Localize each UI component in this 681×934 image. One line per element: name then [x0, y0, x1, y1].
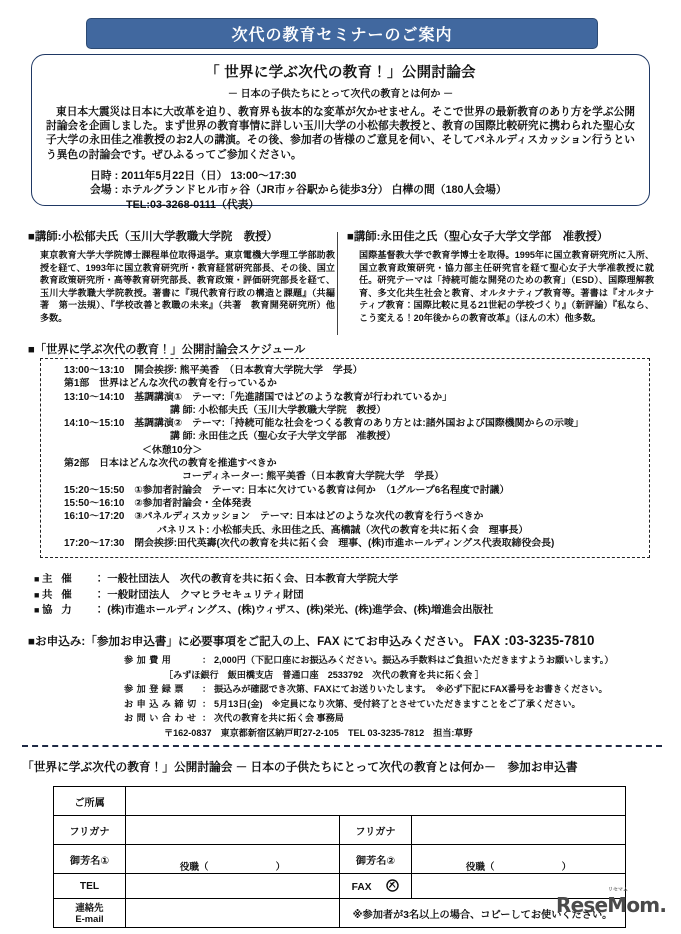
application-row-5: [124, 711, 658, 726]
furigana1-label: フリガナ: [54, 816, 126, 845]
organizer-label-1: 主 催: [41, 574, 75, 585]
organizer-row-3: [34, 603, 654, 619]
name1-label: 御芳名①: [54, 845, 126, 874]
seal-stamp-icon: [386, 879, 399, 892]
furigana2-field[interactable]: [412, 816, 626, 845]
table-row: [54, 787, 626, 816]
lecturer-divider: [337, 232, 338, 335]
schedule-line-11: 15:50～16:10 ②参加者討論会・全体発表: [64, 497, 252, 509]
copy-note: ※参加者が3名以上の場合、コピーしてお使いください。: [340, 899, 626, 928]
lecturer-2-bio: 国際基督教大学で教育学博士を取得。1995年に国立教育研究所に入所、国立教育政策研究・協力部主任研究官を経て聖心女子大学准教授に就任。研究テーマは「持続可能な開発のための教育」（ESD）、国際理解教育、多文化共生社会と教育、オルタナティブ教育等。著書は『オルタナティブ教育：国際比較に見る21世紀の学校づくり』（新評論）『私なら、こう変える！20年後からの教育改革』（ほんの木）他多数。: [359, 250, 654, 323]
role2-label: 役職（ ）: [465, 862, 572, 873]
table-row: [54, 816, 626, 845]
email-label-line1: 連絡先: [75, 902, 104, 913]
schedule-line-2: 第1部 世界はどんな次代の教育を行っているか: [64, 378, 277, 390]
schedule-line-5: 14:10～15:10 基調講演② テーマ:「持続可能な社会をつくる教育のあり方とは:諸外国および国際機関からの示唆」: [64, 418, 584, 430]
email-field[interactable]: [126, 899, 340, 928]
application-row-1: [124, 653, 658, 668]
lecturer-card-1: [28, 228, 335, 325]
tel-label: TEL: [54, 874, 126, 899]
watermark-text: ReseMom.: [556, 893, 667, 917]
lecturer-2-heading: ■講師:永田佳之氏（聖心女子大学文学部 准教授）: [347, 231, 609, 243]
application-section: [28, 633, 658, 741]
watermark-ruby: リセマム: [608, 887, 628, 893]
schedule-line-9: コーディネーター: 熊平美香（日本教育大学院大学 学長）: [182, 471, 444, 483]
tel-field[interactable]: [126, 874, 340, 899]
email-label-line2: E-mail: [75, 913, 104, 924]
schedule-line-6: 講 師: 永田佳之氏（聖心女子大学文学部 准教授）: [170, 431, 397, 443]
application-fax-label: FAX :: [473, 633, 509, 648]
schedule-line-10: 15:20～15:50 ①参加者討論会 テーマ: 日本に欠けている教育は何か （1グループ6名程度で討議）: [64, 484, 510, 496]
application-fax-number: 03-3235-7810: [508, 633, 595, 648]
application-row-key-1: 参加費用: [124, 655, 175, 665]
application-row-key-3: 参加登録票: [124, 684, 187, 695]
application-details: [124, 653, 658, 741]
organizer-value-2: ： 一般財団法人 クマヒラセキュリティ財団: [93, 589, 304, 601]
affiliation-label: ご所属: [54, 787, 126, 816]
banner-title: 次代の教育セミナーのご案内: [231, 27, 453, 44]
application-row-value-2: ［みずほ銀行 飯田橋支店 普通口座 2533792 次代の教育を共に拓く会 ］: [164, 669, 484, 680]
application-row-key-4: お申込み締切: [124, 698, 200, 709]
schedule-line-14: 17:20～17:30 閉会挨拶:田代英壽(次代の教育を共に拓く会 理事、(株)市進ホールディングス代表取締役会長): [64, 537, 555, 549]
application-row-colon-5: ：: [202, 713, 212, 724]
name2-field[interactable]: [412, 845, 626, 874]
application-row-value-3: 振込みが確認でき次第、FAXにてお送りいたします。 ※必ず下記にFAX番号をお書きください。: [214, 684, 608, 695]
lecturer-1-bio: 東京教育大学大学院博士課程単位取得退学。東京電機大学理工学部助教授を経て、1993年に国立教育研究所・教育経営研究部長、その後、国立教育政策研究所・高等教育研究部長、教育政策・評価研究部長を経て、玉川大学教職大学院教授。著書に『現代教育行政の構造と課題』（共編著 第一法規）、『学校改善と教職の未来』（共著 教育開発研究所）他多数。: [40, 250, 335, 323]
application-row-value-5: 次代の教育を共に拓く会 事務局: [214, 713, 344, 724]
application-row-colon-3: ：: [202, 684, 212, 695]
event-title: 「 世界に学ぶ次代の教育！」公開討論会: [205, 65, 476, 81]
application-row-value-6: 〒162-0837 東京都新宿区納戸町27-2-105 TEL 03-3235-7812 担当:草野: [164, 727, 473, 738]
organizer-label-3: 協 力: [41, 605, 75, 617]
application-row-6: [124, 726, 658, 741]
application-row-2: [124, 668, 658, 683]
organizer-row-1: [34, 572, 654, 588]
organizer-value-3: ： (株)市進ホールディングス、(株)ウィザス、(株)栄光、(株)進学会、(株)増進会出版社: [93, 605, 494, 617]
affiliation-field[interactable]: [126, 787, 626, 816]
bullet-square-icon: ■: [34, 574, 42, 584]
fax-label-text: FAX: [351, 882, 372, 893]
table-row: [54, 845, 626, 874]
schedule-line-3: 13:10～14:10 基調講演① テーマ:「先進諸国ではどのような教育が行われているか」: [64, 391, 453, 403]
schedule-box: [40, 358, 650, 558]
application-row-value-4: 5月13日(金) ※定員になり次第、受付終了とさせていただきますことをご了承ください。: [214, 698, 581, 709]
fax-label: [340, 874, 412, 899]
bullet-square-icon: ■: [34, 589, 42, 600]
event-subtitle: － 日本の子供たちにとって次代の教育とは何か －: [227, 89, 454, 100]
event-datetime: 日時 : 2011年5月22日（日） 13:00～17:30: [90, 169, 297, 182]
name1-field[interactable]: [126, 845, 340, 874]
event-venue-tel: TEL:03-3268-0111（代表）: [126, 198, 260, 211]
application-headline-text: ■お申込み:「参加お申込書」に必要事項をご記入の上、FAX にてお申込みください。: [28, 635, 471, 648]
organizer-label-2: 共 催: [41, 589, 75, 601]
organizer-value-1: ： 一般社団法人 次代の教育を共に拓く会、日本教育大学院大学: [93, 574, 399, 585]
intro-paragraph: 東日本大震災は日本に大改革を迫り、教育界も抜本的な変革が欠かせません。そこで世界の最新教育のあり方を学ぶ公開討論会を企画しました。まず世界の教育事情に詳しい玉川大学の小松郁夫教授と、教育の国際比較研究に携わられた聖心女子大学の永田佳之准教授のお2人の講演。その後、参加者の皆様のご意見を伺い、そしてパネルディスカッション行うという異色の討論会です。ぜひふるってご参加ください。: [46, 106, 635, 161]
lecturer-section: [28, 228, 654, 325]
role1-label: 役職（ ）: [179, 862, 286, 873]
application-form-table: [53, 786, 626, 928]
furigana1-field[interactable]: [126, 816, 340, 845]
application-row-4: [124, 697, 658, 712]
lecturer-1-heading: ■講師:小松郁夫氏（玉川大学教職大学院 教授）: [28, 231, 278, 243]
application-headline: [28, 633, 658, 649]
organizers-section: [34, 572, 654, 619]
application-row-colon-1: ：: [202, 655, 212, 665]
furigana2-label: フリガナ: [340, 816, 412, 845]
intro-box: [31, 54, 650, 211]
schedule-line-13: パネリスト: 小松郁夫氏、永田佳之氏、髙橋誠（次代の教育を共に拓く会 理事長）: [157, 524, 529, 536]
schedule-line-12: 16:10～17:20 ③パネルディスカッション テーマ: 日本はどのような次代の教育を行うべきか: [64, 511, 484, 523]
lecturer-card-2: [347, 228, 654, 325]
table-row: [54, 874, 626, 899]
organizer-row-2: [34, 588, 654, 604]
event-meta: [90, 169, 649, 213]
resemom-watermark: [556, 887, 667, 917]
name2-label: 御芳名②: [340, 845, 412, 874]
schedule-line-1: 13:00～13:10 開会挨拶: 熊平美香 （日本教育大学院大学 学長）: [64, 365, 363, 376]
schedule-heading: ■「世界に学ぶ次代の教育！」公開討論会スケジュール: [28, 344, 306, 356]
application-row-value-1: 2,000円（下記口座にお振込みください。振込み手数料はご負担いただきますようお願いします。）: [214, 655, 614, 665]
event-venue: 会場 : ホテルグランドヒル市ヶ谷（JR市ヶ谷駅から徒歩3分） 白樺の間（180人会場）: [90, 184, 507, 197]
form-title: 「世界に学ぶ次代の教育！」公開討論会 － 日本の子供たちにとって次代の教育とは何か－ 参加お申込書: [22, 761, 578, 774]
schedule-line-7: ＜休憩10分＞: [142, 444, 203, 456]
application-row-key-5: お問い合わせ: [124, 713, 200, 724]
schedule-line-8: 第2部 日本はどんな次代の教育を推進すべきか: [64, 458, 277, 470]
table-row: [54, 899, 626, 928]
page-banner: [86, 18, 598, 49]
email-label: [54, 899, 126, 928]
cut-separator: [22, 745, 662, 747]
application-row-3: [124, 682, 658, 697]
application-row-colon-4: ：: [202, 698, 212, 709]
schedule-line-4: 講 師: 小松郁夫氏（玉川大学教職大学院 教授）: [170, 404, 387, 416]
bullet-square-icon: ■: [34, 605, 42, 616]
